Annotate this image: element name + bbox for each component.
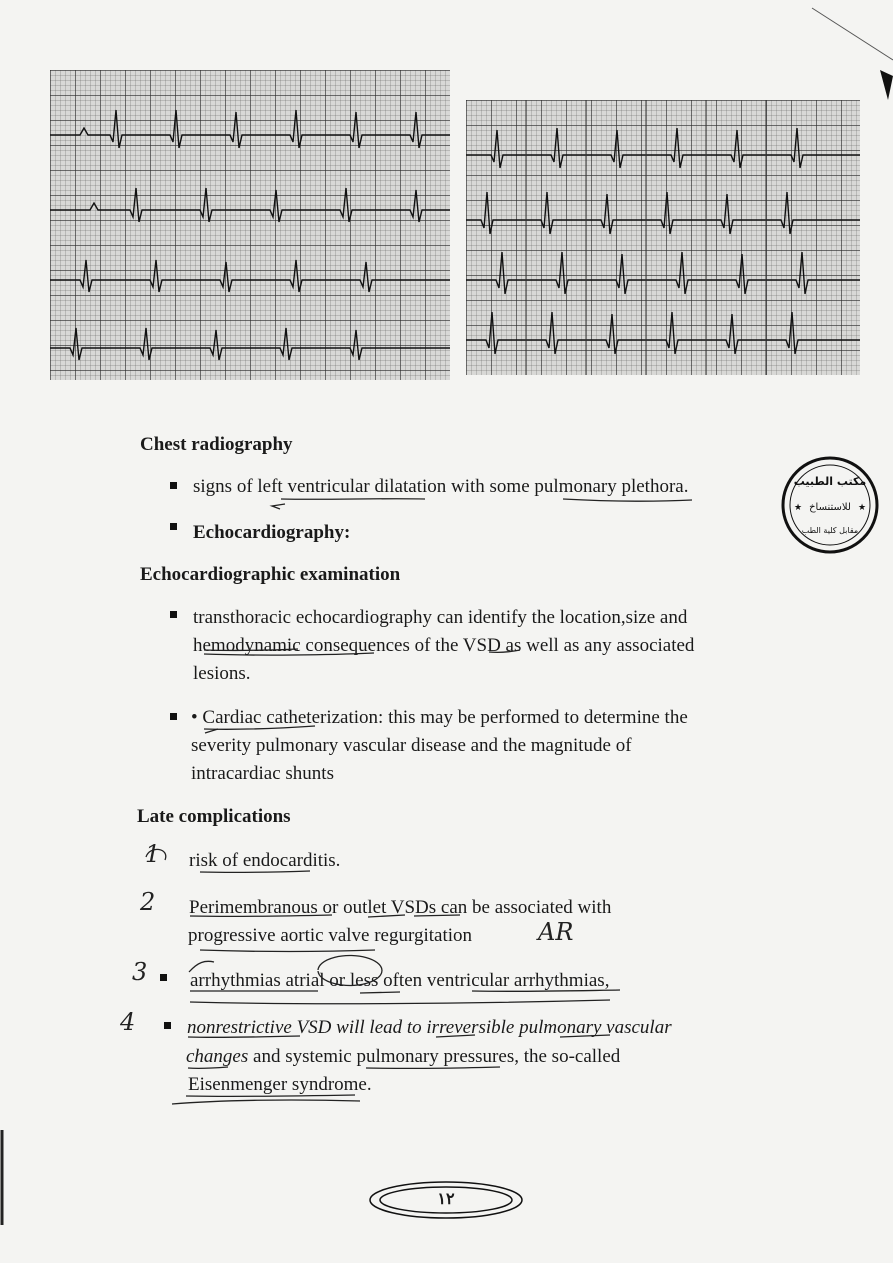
late-item-3: arrhythmias atrial or less often ventricular arrhythmias,	[190, 970, 610, 991]
echo-bullet-1-line-2: hemodynamic consequences of the VSD as well as any associated	[193, 635, 695, 656]
bullet-marker	[170, 523, 177, 530]
stamp-middle-text: للاستنساخ	[809, 502, 851, 513]
late-item-4-line-2-italic: changes	[186, 1046, 249, 1067]
late-item-4-line-2	[186, 1043, 620, 1071]
stamp-bottom-text: مقابل كلية الطب	[801, 526, 859, 535]
late-item-2-line-1: Perimembranous or outlet VSDs can be associated with	[189, 897, 612, 918]
late-complications-heading: Late complications	[137, 806, 291, 827]
echo-heading: Echocardiographic examination	[140, 564, 401, 585]
stamp-top-text: مكتب الطبيب	[793, 475, 867, 488]
handwritten-number-3: 3	[132, 958, 148, 986]
bullet-marker	[164, 1022, 171, 1029]
bullet-marker	[170, 713, 177, 720]
late-item-4-line-2-rest: and systemic pulmonary pressures, the so-called	[248, 1046, 621, 1067]
ecg-image-right	[466, 100, 860, 375]
echo-bullet-2-line-3: intracardiac shunts	[191, 763, 334, 784]
echo-bullet-1-line-1: transthoracic echocardiography can identify the location,size and	[193, 607, 688, 628]
chest-bullet-1: signs of left ventricular dilatation with some pulmonary plethora.	[193, 476, 689, 497]
bullet-marker	[170, 611, 177, 618]
ecg-trace-left	[50, 70, 450, 380]
late-item-4-line-1: nonrestrictive VSD will lead to irreversible pulmonary vascular	[187, 1017, 672, 1038]
late-item-1: risk of endocarditis.	[189, 850, 341, 871]
late-item-4-line-3: Eisenmenger syndrome.	[188, 1074, 372, 1095]
stamp-star-icon: ★	[857, 502, 867, 512]
echo-bullet-2-line-1: • Cardiac catheterization: this may be performed to determine the	[191, 707, 688, 728]
late-item-2-line-2: progressive aortic valve regurgitation	[188, 925, 473, 946]
handwritten-number-1: 1	[145, 840, 161, 868]
page-number	[368, 1180, 524, 1220]
bullet-marker	[160, 974, 167, 981]
chest-bullet-2: Echocardiography:	[193, 522, 351, 543]
chest-radiography-heading: Chest radiography	[140, 434, 293, 455]
bookshop-stamp	[780, 455, 880, 555]
ecg-image-left	[50, 70, 450, 380]
echo-bullet-2-line-2: severity pulmonary vascular disease and the magnitude of	[191, 735, 632, 756]
handwritten-number-2: 2	[140, 888, 156, 916]
bullet-marker	[170, 482, 177, 489]
page-number-text: ١٢	[437, 1191, 455, 1208]
handwritten-number-4: 4	[120, 1008, 136, 1036]
ecg-trace-right	[466, 100, 860, 375]
stamp-star-icon: ★	[793, 502, 803, 512]
echo-bullet-1-line-3: lesions.	[193, 663, 251, 684]
handwritten-ar-note: AR	[538, 918, 574, 946]
